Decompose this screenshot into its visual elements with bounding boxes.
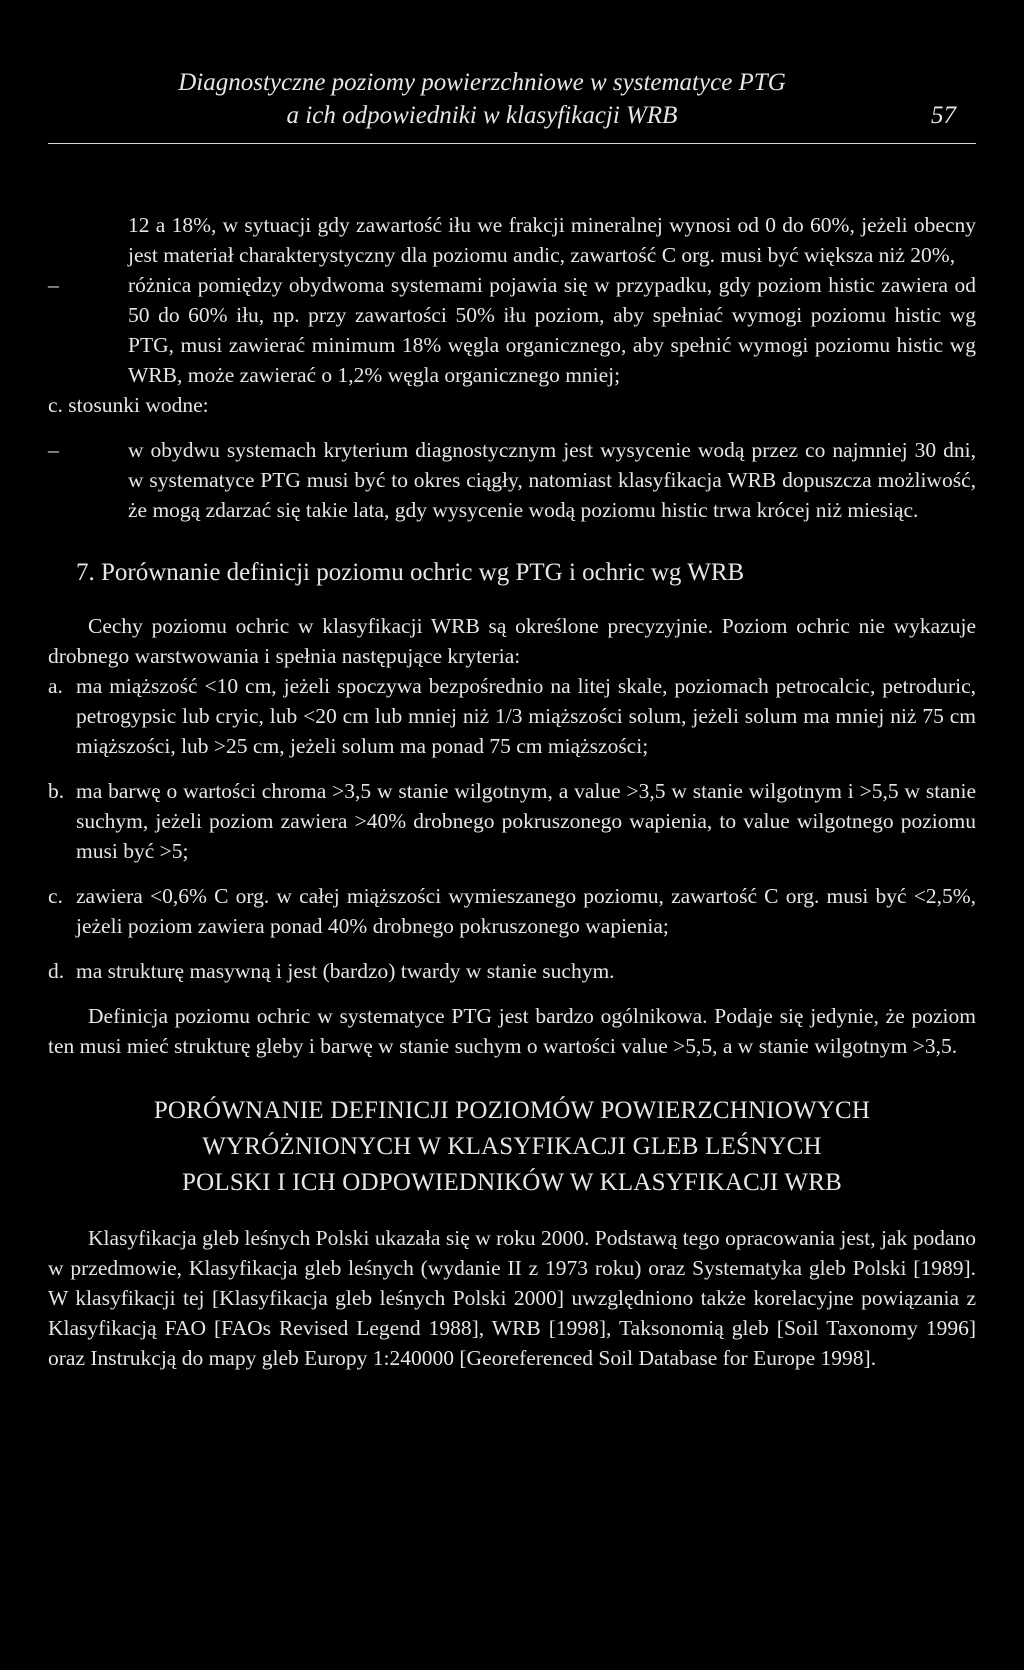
chapter-heading-line-2: WYRÓŻNIONYCH W KLASYFIKACJI GLEB LEŚNYCH [202, 1133, 822, 1160]
section-7-closing: Definicja poziomu ochric w systematyce PTG jest bardzo ogólnikowa. Podaje się jedynie, że poziom ten musi mieć strukturę gleby i barwę w stanie suchym o wartości value >5,5, a w stanie wilgotnym >3,5. [48, 1004, 976, 1058]
criteria-item-d [48, 956, 976, 986]
criteria-item-c [48, 881, 976, 941]
dash-list-item-1 [48, 270, 976, 390]
section-7-intro: Cechy poziomu ochric w klasyfikacji WRB są określone precyzyjnie. Poziom ochric nie wykazuje drobnego warstwowania i spełnia następujące kryteria: [48, 614, 976, 668]
chapter-heading-line-3: POLSKI I ICH ODPOWIEDNIKÓW W KLASYFIKACJI WRB [182, 1169, 842, 1196]
dash-bullet: – [48, 273, 59, 297]
criteria-letter: d. [48, 959, 65, 983]
page-body [48, 210, 976, 1373]
criteria-letter: a. [48, 674, 63, 698]
criteria-item-a [48, 671, 976, 761]
running-header [48, 66, 976, 140]
header-title-line-2: a ich odpowiedniki w klasyfikacji WRB [286, 102, 678, 129]
criteria-item-b [48, 776, 976, 866]
criteria-text: zawiera <0,6% C org. w całej miąższości wymieszanego poziomu, zawartość C org. musi być <2,5%, jeżeli poziom zawiera ponad 40% drobnego pokruszonego wapienia; [76, 884, 976, 938]
header-title [48, 66, 916, 132]
criteria-text: ma barwę o wartości chroma >3,5 w stanie wilgotnym, a value >3,5 w stanie wilgotnym i >5,5 w stanie suchym, jeżeli poziom zawiera >40% drobnego pokruszonego wapienia, to value wilgotnego poziomu musi być >5; [76, 779, 976, 863]
dash-bullet: – [48, 438, 59, 462]
chapter-paragraph: Klasyfikacja gleb leśnych Polski ukazała się w roku 2000. Podstawą tego opracowania jest, jak podano w przedmowie, Klasyfikacja gleb leśnych (wydanie II z 1973 roku) oraz Systematyka gleb Polski [1989]. W klasyfikacji tej [Klasyfikacja gleb leśnych Polski 2000] uwzględniono także korelacyjne powiązania z Klasyfikacją FAO [FAOs Revised Legend 1988], WRB [1998], Taksonomią gleb [Soil Taxonomy 1996] oraz Instrukcją do mapy gleb Europy 1:240000 [Georeferenced Soil Database for Europe 1998]. [48, 1226, 976, 1370]
dash-list-item-2 [48, 435, 976, 525]
continued-list-text: 12 a 18%, w sytuacji gdy zawartość iłu we frakcji mineralnej wynosi od 0 do 60%, jeżeli obecny jest materiał charakterystyczny dla poziomu andic, zawartość C org. musi być większa niż 20%, [128, 213, 976, 267]
page-number: 57 [931, 102, 956, 129]
criteria-letter: b. [48, 779, 65, 803]
header-title-line-1: Diagnostyczne poziomy powierzchniowe w systematyce PTG [178, 69, 786, 96]
criteria-letter: c. [48, 884, 63, 908]
criteria-text: ma miąższość <10 cm, jeżeli spoczywa bezpośrednio na litej skale, poziomach petrocalcic, petroduric, petrogypsic lub cryic, lub <20 cm lub mniej niż 1/3 miąższości solum, jeżeli solum ma mniej niż 75 cm miąższości, lub >25 cm, jeżeli solum ma ponad 75 cm miąższości; [76, 674, 976, 758]
chapter-heading-line-1: PORÓWNANIE DEFINICJI POZIOMÓW POWIERZCHNIOWYCH [153, 1097, 871, 1124]
dash-list-item-2-text: w obydwu systemach kryterium diagnostycznym jest wysycenie wodą przez co najmniej 30 dni, w systematyce PTG musi być to okres ciągły, natomiast klasyfikacja WRB dopuszcza możliwość, że mogą zdarzać się takie lata, gdy wysycenie wodą poziomu histic trwa krócej niż miesiąc. [128, 438, 976, 522]
header-rule [48, 143, 976, 144]
section-7-heading: 7. Porównanie definicji poziomu ochric wg PTG i ochric wg WRB [76, 559, 745, 586]
chapter-heading [48, 1093, 976, 1201]
criteria-text: ma strukturę masywną i jest (bardzo) twardy w stanie suchym. [76, 959, 615, 983]
dash-list-item-1-text: różnica pomiędzy obydwoma systemami pojawia się w przypadku, gdy poziom histic zawiera od 50 do 60% iłu, np. przy zawartości 50% iłu poziom, aby spełniać wymogi poziomu histic wg PTG, musi zawierać minimum 18% węgla organicznego, aby spełnić wymogi poziomu histic wg WRB, może zawierać o 1,2% węgla organicznego mniej; [128, 273, 976, 387]
sublist-heading-c: c. stosunki wodne: [48, 393, 209, 417]
